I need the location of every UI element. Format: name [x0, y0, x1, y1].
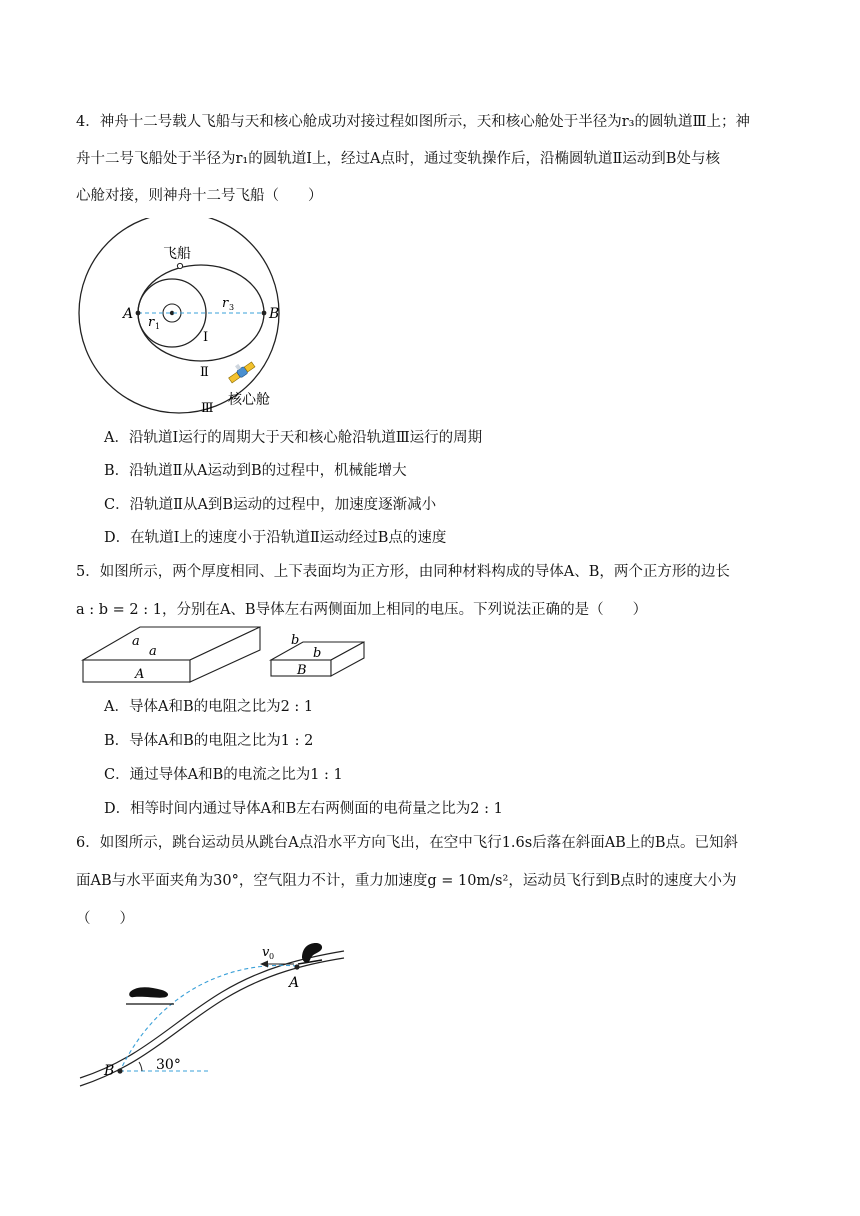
label-a-top: a [132, 634, 140, 649]
label-core-module: 核心舱 [228, 392, 270, 408]
slope-upper-edge [80, 951, 344, 1078]
point-b [262, 311, 267, 316]
point-b [117, 1068, 122, 1073]
point-a [294, 964, 299, 969]
label-point-b: B [269, 306, 280, 322]
q4-stem-line-1: 4．神舟十二号载人飞船与天和核心舱成功对接过程如图所示，天和核心舱处于半径为r₃的圆轨道Ⅲ上；神 [76, 114, 750, 130]
label-r1: r [148, 315, 155, 330]
label-orbit-i: Ⅰ [203, 330, 209, 345]
q5-option-c: C．通过导体A和B的电流之比为1 : 1 [104, 767, 343, 783]
angle-arc [139, 1062, 142, 1071]
label-orbit-ii: Ⅱ [200, 365, 209, 380]
q5-stem-line-1: 5．如图所示，两个厚度相同、上下表面均为正方形，由同种材料构成的导体A、B，两个正方形的边长 [76, 564, 730, 580]
q4-option-a: A．沿轨道Ⅰ运行的周期大于天和核心舱沿轨道Ⅲ运行的周期 [104, 430, 483, 446]
q4-option-c: C．沿轨道Ⅱ从A到B运动的过程中，加速度逐渐减小 [104, 497, 437, 513]
label-r1-sub: 1 [155, 322, 161, 331]
label-orbit-iii: Ⅲ [201, 401, 214, 416]
label-point-a: A [123, 306, 134, 322]
q4-stem-line-3: 心舱对接，则神舟十二号飞船（ ） [76, 188, 323, 204]
label-b-top: b [291, 633, 300, 648]
slope-lower-edge [80, 958, 344, 1086]
q5-option-a: A．导体A和B的电阻之比为2 : 1 [104, 699, 314, 715]
q6-stem-line-1: 6．如图所示，跳台运动员从跳台A点沿水平方向飞出，在空中飞行1.6s后落在斜面AB上的B点。已知斜 [76, 835, 738, 851]
label-spaceship: 飞船 [163, 246, 191, 262]
point-a [136, 311, 141, 316]
trajectory-dashed [120, 965, 300, 1071]
conductor-a-block [83, 627, 260, 682]
label-r3-sub: 3 [229, 303, 235, 312]
orbit-diagram [70, 218, 300, 418]
core-module-icon [225, 357, 255, 384]
label-b-mid: b [313, 646, 322, 661]
q4-option-d: D．在轨道Ⅰ上的速度小于沿轨道Ⅱ运动经过B点的速度 [104, 530, 447, 546]
q4-option-b: B．沿轨道Ⅱ从A运动到B的过程中，机械能增大 [104, 463, 407, 479]
label-b-front: B [297, 663, 307, 678]
q6-stem-line-3: （ ） [76, 911, 134, 927]
label-a-front: A [135, 667, 145, 682]
q5-option-b: B．导体A和B的电阻之比为1 : 2 [104, 733, 314, 749]
label-point-b: B [104, 1063, 115, 1079]
q5-stem-line-2: a : b = 2 : 1，分别在A、B导体左右两侧面加上相同的电压。下列说法正确的是（ ） [76, 602, 648, 618]
label-v0: v [262, 945, 270, 960]
label-point-a: A [289, 975, 300, 991]
label-a-mid: a [149, 644, 157, 659]
label-r3: r [222, 296, 229, 311]
conductors-diagram [78, 624, 398, 688]
label-v0-sub: 0 [269, 952, 275, 961]
ski-jump-diagram [76, 940, 356, 1092]
skier-icon [298, 943, 322, 964]
q4-stem-line-2: 舟十二号飞船处于半径为r₁的圆轨道Ⅰ上，经过A点时，通过变轨操作后，沿椭圆轨道Ⅱ运动到B处与核 [76, 151, 720, 167]
flying-skier-icon [126, 987, 174, 1004]
label-angle: 30° [156, 1057, 181, 1073]
q5-option-d: D．相等时间内通过导体A和B左右两侧面的电荷量之比为2 : 1 [104, 801, 503, 817]
spaceship-marker [177, 263, 182, 268]
q6-stem-line-2: 面AB与水平面夹角为30°，空气阻力不计，重力加速度g = 10m/s²，运动员飞行到B点时的速度大小为 [76, 873, 737, 889]
